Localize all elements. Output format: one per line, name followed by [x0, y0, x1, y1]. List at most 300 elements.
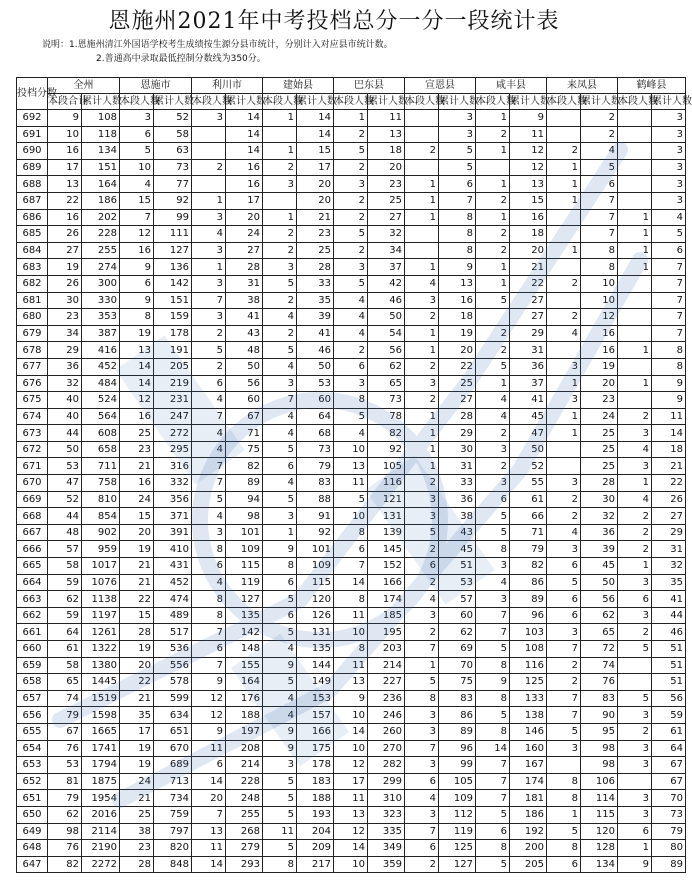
count-cell: 135 [297, 641, 334, 658]
subheader-cumulative: 累计人数 [439, 94, 476, 110]
count-cell: 3 [192, 242, 226, 259]
count-cell: 6 [192, 558, 226, 575]
count-cell: 299 [368, 773, 405, 790]
table-row [17, 408, 686, 425]
score-cell: 677 [17, 358, 48, 375]
score-cell: 678 [17, 342, 48, 359]
count-cell: 3 [476, 558, 510, 575]
score-cell: 657 [17, 690, 48, 707]
count-cell: 8 [652, 358, 686, 375]
count-cell: 75 [226, 441, 263, 458]
count-cell: 15 [120, 192, 154, 209]
count-cell: 6 [476, 823, 510, 840]
count-cell: 142 [226, 624, 263, 641]
count-cell: 31 [510, 342, 547, 359]
count-cell: 5 [618, 690, 652, 707]
count-cell: 116 [510, 657, 547, 674]
count-cell: 138 [510, 707, 547, 724]
count-cell: 174 [510, 773, 547, 790]
score-cell: 676 [17, 375, 48, 392]
table-row [17, 143, 686, 160]
count-cell: 22 [652, 475, 686, 492]
count-cell: 5 [547, 823, 581, 840]
region-header: 恩施市 [120, 78, 192, 94]
count-cell [547, 441, 581, 458]
count-cell: 4 [334, 292, 368, 309]
count-cell: 310 [368, 790, 405, 807]
count-cell: 3 [618, 790, 652, 807]
subheader-cumulative: 累计人数 [297, 94, 334, 110]
count-cell: 186 [82, 192, 120, 209]
count-cell: 5 [263, 806, 297, 823]
count-cell: 410 [154, 541, 192, 558]
count-cell: 16 [581, 342, 618, 359]
count-cell: 47 [48, 475, 82, 492]
score-cell: 688 [17, 176, 48, 193]
count-cell: 279 [226, 840, 263, 857]
table-row [17, 126, 686, 143]
count-cell: 164 [226, 674, 263, 691]
count-cell: 72 [581, 641, 618, 658]
count-cell [618, 275, 652, 292]
count-cell: 4 [652, 209, 686, 226]
count-cell: 3 [618, 757, 652, 774]
count-cell: 11 [334, 657, 368, 674]
count-cell: 186 [510, 806, 547, 823]
count-cell [618, 773, 652, 790]
count-cell: 98 [581, 757, 618, 774]
count-cell: 1 [547, 375, 581, 392]
count-cell: 68 [297, 425, 334, 442]
count-cell: 108 [510, 641, 547, 658]
count-cell: 175 [297, 740, 334, 757]
count-cell: 4 [405, 591, 439, 608]
count-cell: 9 [476, 674, 510, 691]
count-cell: 6 [547, 591, 581, 608]
count-cell: 28 [226, 259, 263, 276]
count-cell: 109 [439, 790, 476, 807]
count-cell: 2 [547, 309, 581, 326]
count-cell: 45 [510, 408, 547, 425]
count-cell: 2 [334, 242, 368, 259]
count-cell: 27 [48, 242, 82, 259]
count-cell: 4 [263, 309, 297, 326]
count-cell: 2 [547, 657, 581, 674]
count-cell: 6 [547, 856, 581, 873]
count-cell: 5 [263, 491, 297, 508]
count-cell [618, 126, 652, 143]
count-cell: 10 [581, 275, 618, 292]
count-cell: 14 [226, 143, 263, 160]
count-cell: 27 [510, 309, 547, 326]
count-cell: 56 [652, 690, 686, 707]
count-cell: 76 [48, 840, 82, 857]
count-cell: 92 [297, 524, 334, 541]
score-cell: 675 [17, 392, 48, 409]
count-cell: 53 [297, 375, 334, 392]
count-cell: 260 [368, 723, 405, 740]
count-cell: 188 [226, 707, 263, 724]
count-cell: 31 [226, 275, 263, 292]
count-cell: 4 [618, 491, 652, 508]
count-cell: 1 [547, 159, 581, 176]
count-cell: 91 [297, 508, 334, 525]
count-cell: 7 [192, 624, 226, 641]
count-cell: 5 [120, 143, 154, 160]
count-cell: 2 [547, 491, 581, 508]
count-cell: 3 [405, 707, 439, 724]
count-cell: 4 [192, 226, 226, 243]
count-cell: 109 [297, 558, 334, 575]
count-cell: 335 [368, 823, 405, 840]
count-cell: 8 [334, 524, 368, 541]
count-cell: 116 [368, 475, 405, 492]
count-cell: 82 [510, 558, 547, 575]
count-cell: 356 [154, 491, 192, 508]
count-cell: 39 [581, 541, 618, 558]
count-cell: 3 [652, 159, 686, 176]
count-cell: 89 [652, 856, 686, 873]
count-cell: 3 [263, 375, 297, 392]
count-cell: 9 [618, 856, 652, 873]
count-cell: 57 [439, 591, 476, 608]
count-cell: 5 [476, 707, 510, 724]
count-cell [263, 192, 297, 209]
table-row [17, 242, 686, 259]
count-cell: 62 [439, 624, 476, 641]
count-cell: 7 [263, 392, 297, 409]
count-cell: 13 [368, 126, 405, 143]
count-cell: 1 [547, 176, 581, 193]
count-cell: 155 [226, 657, 263, 674]
table-row [17, 192, 686, 209]
count-cell: 16 [120, 242, 154, 259]
count-cell: 7 [192, 408, 226, 425]
count-cell: 323 [368, 806, 405, 823]
count-cell: 13 [120, 342, 154, 359]
count-cell: 5 [405, 674, 439, 691]
count-cell: 20 [226, 209, 263, 226]
count-cell: 56 [368, 342, 405, 359]
count-cell: 51 [439, 558, 476, 575]
count-cell: 1 [263, 143, 297, 160]
count-cell: 7 [476, 790, 510, 807]
count-cell: 69 [439, 641, 476, 658]
table-row [17, 392, 686, 409]
count-cell: 3 [476, 441, 510, 458]
count-cell: 11 [510, 126, 547, 143]
count-cell: 3 [439, 110, 476, 127]
count-cell: 11 [334, 607, 368, 624]
count-cell: 8 [263, 856, 297, 873]
count-cell: 10 [334, 707, 368, 724]
count-cell: 658 [82, 441, 120, 458]
count-cell: 105 [368, 458, 405, 475]
count-cell: 9 [439, 259, 476, 276]
count-cell: 3 [405, 375, 439, 392]
score-cell: 683 [17, 259, 48, 276]
score-cell: 661 [17, 624, 48, 641]
table-row [17, 524, 686, 541]
count-cell: 12 [510, 159, 547, 176]
count-cell: 3 [263, 508, 297, 525]
count-cell: 25 [120, 806, 154, 823]
count-cell: 36 [439, 491, 476, 508]
score-cell: 653 [17, 757, 48, 774]
subheader-segment-count: 本段人数 [547, 94, 581, 110]
count-cell: 810 [82, 491, 120, 508]
count-cell: 1 [405, 441, 439, 458]
count-cell: 5 [476, 508, 510, 525]
count-cell: 38 [120, 823, 154, 840]
count-cell: 4 [476, 392, 510, 409]
count-cell: 247 [154, 408, 192, 425]
table-row [17, 259, 686, 276]
count-cell: 6 [405, 773, 439, 790]
subheader-segment-count: 本段人数 [192, 94, 226, 110]
count-cell: 5 [652, 226, 686, 243]
count-cell [618, 159, 652, 176]
table-row [17, 176, 686, 193]
count-cell [618, 657, 652, 674]
count-cell: 5 [476, 524, 510, 541]
count-cell: 9 [263, 723, 297, 740]
count-cell: 1 [405, 176, 439, 193]
count-cell: 2 [476, 342, 510, 359]
count-cell: 80 [652, 840, 686, 857]
count-cell: 452 [154, 574, 192, 591]
count-cell: 7 [192, 806, 226, 823]
count-cell: 31 [439, 458, 476, 475]
count-cell: 1741 [82, 740, 120, 757]
count-cell: 16 [510, 209, 547, 226]
score-table-body [17, 110, 686, 873]
count-cell: 959 [82, 541, 120, 558]
count-cell: 134 [82, 143, 120, 160]
count-cell: 3 [618, 425, 652, 442]
count-cell: 2 [476, 458, 510, 475]
table-row [17, 607, 686, 624]
count-cell: 58 [154, 126, 192, 143]
count-cell: 11 [263, 823, 297, 840]
count-cell: 8 [263, 558, 297, 575]
count-cell: 3 [547, 392, 581, 409]
count-cell: 452 [82, 358, 120, 375]
count-cell: 231 [154, 392, 192, 409]
score-cell: 659 [17, 657, 48, 674]
score-table [16, 77, 692, 873]
score-cell: 666 [17, 541, 48, 558]
count-cell: 2 [476, 192, 510, 209]
count-cell: 651 [154, 723, 192, 740]
count-cell: 30 [439, 441, 476, 458]
count-cell: 2 [263, 242, 297, 259]
count-cell: 14 [334, 840, 368, 857]
count-cell: 3 [405, 508, 439, 525]
count-cell: 136 [154, 259, 192, 276]
count-cell: 34 [368, 242, 405, 259]
count-cell: 197 [226, 723, 263, 740]
count-cell: 634 [154, 707, 192, 724]
count-cell: 3 [618, 707, 652, 724]
count-cell: 109 [226, 541, 263, 558]
count-cell: 2 [334, 342, 368, 359]
count-cell: 1 [405, 408, 439, 425]
count-cell: 50 [226, 358, 263, 375]
count-cell: 63 [154, 143, 192, 160]
count-cell: 21 [120, 558, 154, 575]
table-row [17, 624, 686, 641]
count-cell: 2 [334, 209, 368, 226]
count-cell: 3 [192, 275, 226, 292]
count-cell: 3 [263, 259, 297, 276]
count-cell: 115 [226, 558, 263, 575]
table-row [17, 723, 686, 740]
count-cell: 1 [405, 259, 439, 276]
count-cell: 474 [154, 591, 192, 608]
count-cell: 208 [226, 740, 263, 757]
count-cell: 1 [263, 209, 297, 226]
table-row [17, 823, 686, 840]
count-cell: 181 [510, 790, 547, 807]
score-column-header: 投档分数 [17, 78, 48, 110]
count-cell: 77 [154, 176, 192, 193]
count-cell: 18 [439, 309, 476, 326]
count-cell: 205 [510, 856, 547, 873]
count-cell: 79 [48, 707, 82, 724]
count-cell: 2 [547, 674, 581, 691]
count-cell: 20 [120, 657, 154, 674]
count-cell: 44 [652, 607, 686, 624]
count-cell: 7 [405, 641, 439, 658]
count-cell: 48 [226, 342, 263, 359]
count-cell: 40 [48, 408, 82, 425]
count-cell: 3 [405, 723, 439, 740]
score-cell: 664 [17, 574, 48, 591]
count-cell: 4 [476, 408, 510, 425]
count-cell: 3 [618, 607, 652, 624]
count-cell [618, 176, 652, 193]
count-cell: 99 [154, 209, 192, 226]
count-cell: 7 [547, 690, 581, 707]
count-cell: 3 [192, 209, 226, 226]
count-cell: 8 [120, 309, 154, 326]
count-cell [405, 110, 439, 127]
count-cell: 56 [226, 375, 263, 392]
count-cell: 64 [297, 408, 334, 425]
count-cell: 2 [547, 275, 581, 292]
count-cell: 3 [192, 309, 226, 326]
count-cell: 27 [368, 209, 405, 226]
count-cell: 20 [120, 524, 154, 541]
count-cell: 12 [192, 707, 226, 724]
count-cell: 24 [581, 408, 618, 425]
count-cell: 5 [547, 574, 581, 591]
count-cell: 3 [405, 491, 439, 508]
count-cell: 2 [192, 358, 226, 375]
count-cell: 2 [405, 143, 439, 160]
count-cell: 5 [192, 342, 226, 359]
count-cell: 27 [510, 292, 547, 309]
count-cell: 517 [154, 624, 192, 641]
region-header: 全州 [48, 78, 120, 94]
table-row [17, 657, 686, 674]
count-cell: 484 [82, 375, 120, 392]
count-cell: 25 [581, 441, 618, 458]
count-cell: 92 [368, 441, 405, 458]
count-cell: 5 [263, 790, 297, 807]
count-cell: 349 [368, 840, 405, 857]
count-cell: 5 [547, 723, 581, 740]
count-cell [192, 126, 226, 143]
count-cell: 9 [652, 375, 686, 392]
score-cell: 681 [17, 292, 48, 309]
count-cell: 1 [405, 657, 439, 674]
count-cell: 1 [405, 342, 439, 359]
count-cell: 16 [226, 176, 263, 193]
count-cell: 268 [226, 823, 263, 840]
score-cell: 660 [17, 641, 48, 658]
count-cell: 7 [192, 458, 226, 475]
count-cell: 146 [510, 723, 547, 740]
count-cell: 1380 [82, 657, 120, 674]
count-cell: 62 [581, 607, 618, 624]
count-cell: 46 [297, 342, 334, 359]
count-cell: 4 [263, 690, 297, 707]
count-cell: 4 [263, 358, 297, 375]
score-cell: 686 [17, 209, 48, 226]
count-cell: 98 [581, 740, 618, 757]
count-cell: 3 [652, 126, 686, 143]
count-cell: 76 [581, 674, 618, 691]
count-cell: 205 [154, 358, 192, 375]
count-cell: 166 [368, 574, 405, 591]
count-cell: 316 [154, 458, 192, 475]
count-cell: 3 [405, 757, 439, 774]
count-cell: 19 [120, 541, 154, 558]
count-cell: 4 [405, 275, 439, 292]
count-cell: 6 [192, 641, 226, 658]
count-cell: 4 [263, 707, 297, 724]
count-cell: 19 [439, 325, 476, 342]
count-cell: 126 [297, 607, 334, 624]
count-cell: 5 [263, 591, 297, 608]
score-cell: 651 [17, 790, 48, 807]
count-cell: 5 [476, 856, 510, 873]
count-cell: 81 [48, 773, 82, 790]
count-cell: 19 [581, 358, 618, 375]
count-cell: 4 [120, 176, 154, 193]
count-cell: 248 [226, 790, 263, 807]
count-cell: 44 [48, 425, 82, 442]
count-cell: 1261 [82, 624, 120, 641]
count-cell: 18 [652, 441, 686, 458]
count-cell: 4 [581, 143, 618, 160]
count-cell: 9 [263, 541, 297, 558]
count-cell: 1 [618, 375, 652, 392]
count-cell: 3 [652, 143, 686, 160]
count-cell: 758 [82, 475, 120, 492]
count-cell: 8 [334, 641, 368, 658]
table-row [17, 591, 686, 608]
count-cell: 7 [476, 624, 510, 641]
count-cell: 26 [48, 275, 82, 292]
count-cell: 1794 [82, 757, 120, 774]
count-cell: 53 [48, 458, 82, 475]
count-cell: 4 [476, 574, 510, 591]
subheader-segment-total: 本段合计 [48, 94, 82, 110]
count-cell: 295 [154, 441, 192, 458]
